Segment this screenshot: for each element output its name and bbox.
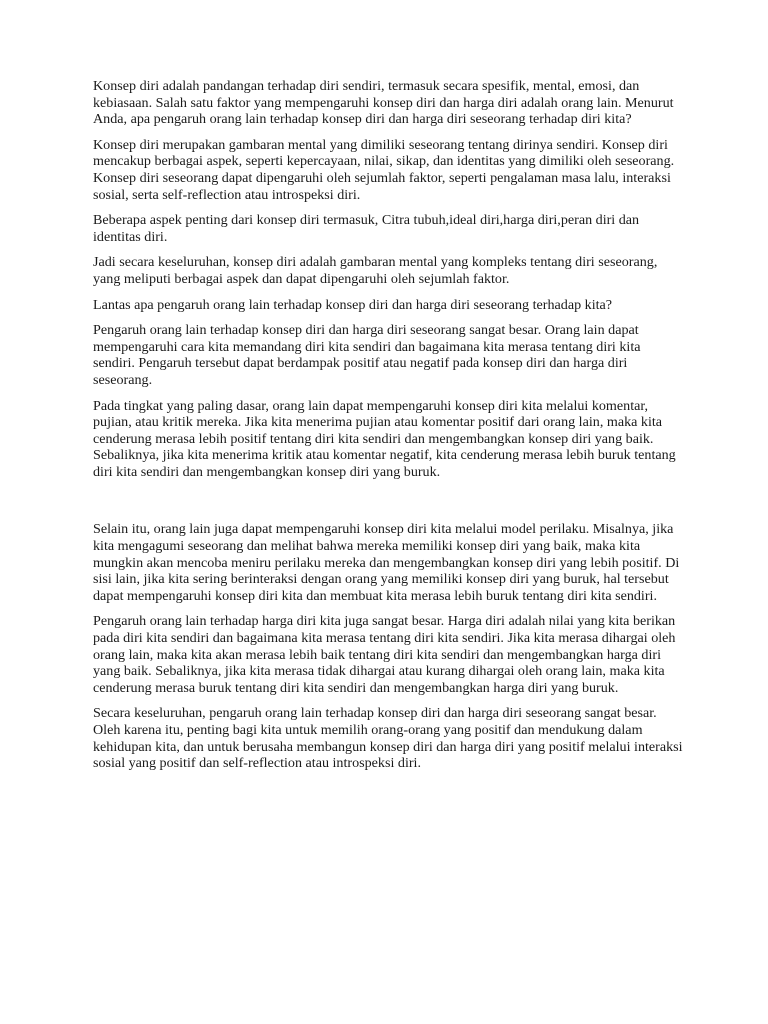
paragraph-influence: Pengaruh orang lain terhadap konsep diri dan harga diri seseorang sangat besar. Orang lain dapat mempengaruhi cara kita memandang diri kita sendiri dan bagaimana kita merasa tentang diri kita sendiri. Pengaruh tersebut dapat berdampak positif atau negatif pada konsep diri dan harga diri seseorang.	[93, 322, 641, 388]
paragraph-conclusion: Secara keseluruhan, pengaruh orang lain terhadap konsep diri dan harga diri seseorang sangat besar. Oleh karena itu, penting bagi kita untuk memilih orang-orang yang positif dan mendukung dalam kehidupan kita, dan untuk berusaha membangun konsep diri dan harga diri yang positif melalui interaksi sosial yang positif dan self-reflection atau introspeksi diri.	[93, 705, 683, 772]
document-page	[93, 78, 683, 781]
paragraph-definition: Konsep diri merupakan gambaran mental yang dimiliki seseorang tentang dirinya sendiri. Konsep diri mencakup berbagai aspek, seperti kepercayaan, nilai, sikap, dan identitas yang dimiliki oleh seseorang. Konsep diri seseorang dapat dipengaruhi oleh sejumlah faktor, seperti pengalaman masa lalu, interaksi sosial, serta self-reflection atau introspeksi diri.	[93, 136, 675, 203]
paragraph-summary: Jadi secara keseluruhan, konsep diri adalah gambaran mental yang kompleks tentang diri seseorang, yang meliputi berbagai aspek dan dapat dipengaruhi oleh sejumlah faktor.	[93, 254, 658, 287]
paragraph-self-esteem: Pengaruh orang lain terhadap harga diri kita juga sangat besar. Harga diri adalah nilai yang kita berikan pada diri kita sendiri dan bagaimana kita merasa tentang diri kita sendiri. Jika kita merasa dihargai oleh orang lain, maka kita akan merasa lebih baik tentang diri kita sendiri dan mengembangkan harga diri yang baik. Sebaliknya, jika kita merasa tidak dihargai atau kurang dihargai oleh orang lain, maka kita cenderung merasa buruk tentang diri kita sendiri dan mengembangkan harga diri yang buruk.	[93, 613, 676, 696]
paragraph-question: Lantas apa pengaruh orang lain terhadap konsep diri dan harga diri seseorang terhadap kita?	[93, 296, 613, 313]
paragraph-behavior-model: Selain itu, orang lain juga dapat mempengaruhi konsep diri kita melalui model perilaku. Misalnya, jika kita mengagumi seseorang dan melihat bahwa mereka memiliki konsep diri yang baik, maka kita mungkin akan mencoba meniru perilaku mereka dan mengembangkan konsep diri yang lebih positif. Di sisi lain, jika kita sering berinteraksi dengan orang yang memiliki konsep diri yang buruk, hal tersebut dapat mempengaruhi konsep diri kita dan membuat kita merasa lebih buruk tentang diri kita sendiri.	[93, 521, 680, 604]
paragraph-aspects: Beberapa aspek penting dari konsep diri termasuk, Citra tubuh,ideal diri,harga diri,peran diri dan identitas diri.	[93, 212, 640, 245]
paragraph-intro-question: Konsep diri adalah pandangan terhadap diri sendiri, termasuk secara spesifik, mental, emosi, dan kebiasaan. Salah satu faktor yang mempengaruhi konsep diri dan harga diri adalah orang lain. Menurut Anda, apa pengaruh orang lain terhadap konsep diri dan harga diri seseorang terhadap diri kita?	[93, 78, 674, 128]
paragraph-basic-level: Pada tingkat yang paling dasar, orang lain dapat mempengaruhi konsep diri kita melalui komentar, pujian, atau kritik mereka. Jika kita menerima pujian atau komentar positif dari orang lain, maka kita cenderung merasa lebih positif tentang diri kita sendiri dan mengembangkan konsep diri yang baik. Sebaliknya, jika kita menerima kritik atau komentar negatif, kita cenderung merasa lebih buruk tentang diri kita sendiri dan mengembangkan konsep diri yang buruk.	[93, 397, 676, 480]
